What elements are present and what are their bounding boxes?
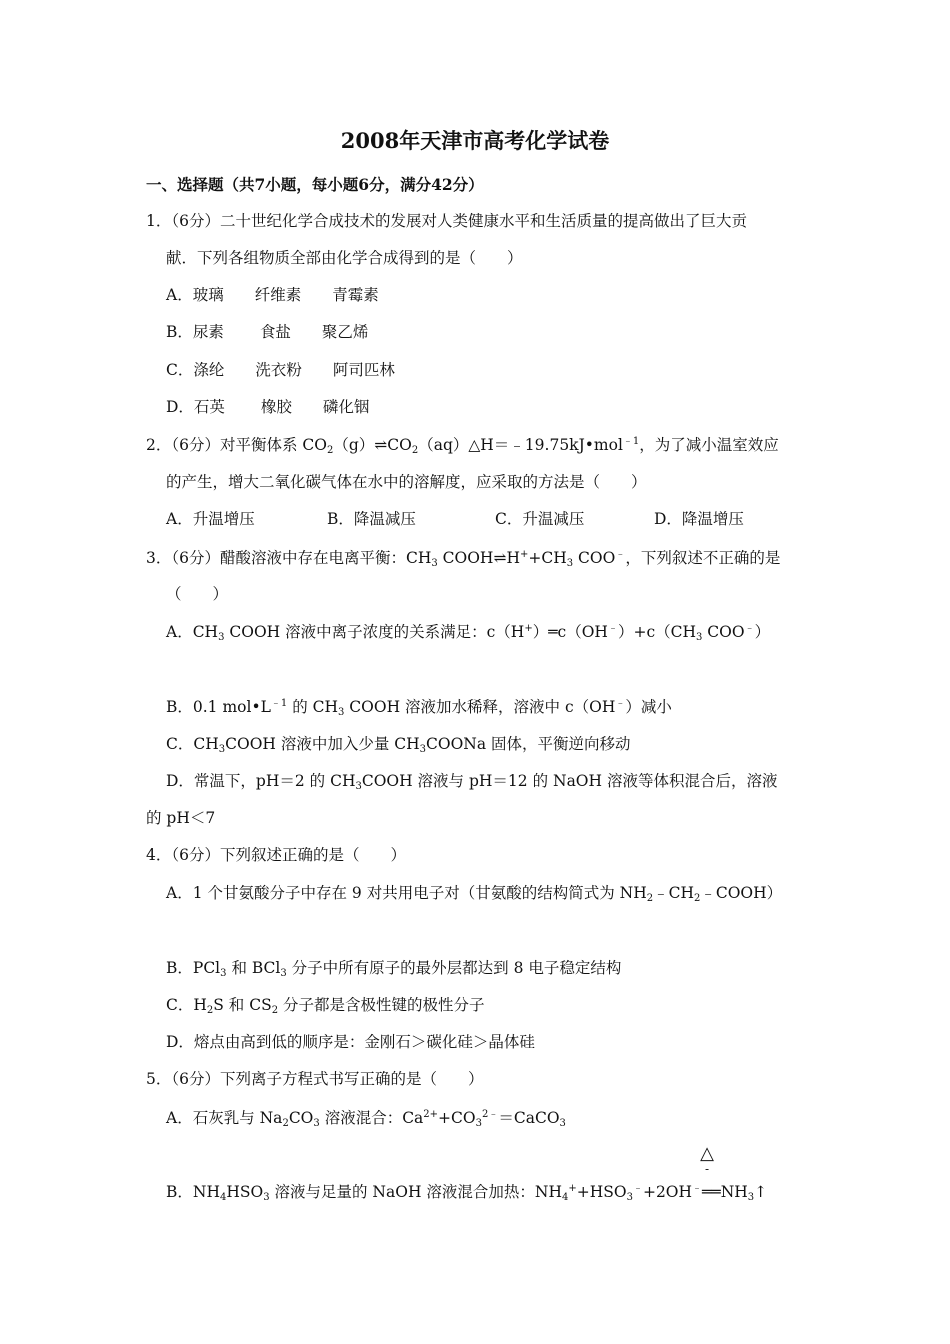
- q5-option-b: B．$NH_4HSO_3$ 溶液与足量的 NaOH 溶液混合加热：$NH_4^++HSO_3^﹣+2OH^﹣══NH_3↑$: [166, 1183, 768, 1203]
- q3-option-d: D．常温下，pH＝2 的 $CH_3COOH$ 溶液与 pH＝12 的 NaOH 溶液等体积混合后，溶液: [166, 772, 778, 792]
- q5-option-a: A．石灰乳与 $Na_2CO_3$ 溶液混合：$Ca^{2+}+CO_3^{2﹣}=CaCO_3$: [166, 1109, 566, 1129]
- q3-stem-line1: 3．（6分）醋酸溶液中存在电离平衡：$CH_3$ $COOH\rightleftharpoons H^++CH_3$ COO﹣，下列叙述不正确的是: [146, 549, 781, 569]
- q1-stem-line1: 1．（6分）二十世纪化学合成技术的发展对人类健康水平和生活质量的提高做出了巨大贡: [146, 212, 747, 230]
- q3-option-b: B．0.1 $mol•L^{﹣1}$ 的 $CH_3$ COOH 溶液加水稀释，溶液中 c（OH﹣）减小: [166, 698, 672, 718]
- q1-option-b: B．尿素 食盐 聚乙烯: [166, 323, 369, 341]
- q2-option-d: D．降温增压: [654, 510, 744, 528]
- heating-dash: -: [704, 1162, 710, 1176]
- q1-stem-line2: 献．下列各组物质全部由化学合成得到的是（ ）: [166, 249, 523, 267]
- q1-option-a: A．玻璃 纤维素 青霉素: [166, 286, 379, 304]
- q3-option-d-line2: 的 pH＜7: [146, 809, 216, 827]
- q2-option-b: B．降温减压: [327, 510, 416, 528]
- section-heading: 一、选择题（共7小题，每小题6分，满分42分）: [146, 175, 484, 194]
- page-title: 2008年天津市高考化学试卷: [340, 128, 610, 153]
- q4-option-c: C．$H_2S$ 和 $CS_2$ 分子都是含极性键的极性分子: [166, 996, 485, 1016]
- q5-stem: 5．（6分）下列离子方程式书写正确的是（ ）: [146, 1070, 484, 1088]
- q3-stem-line2: （ ）: [166, 585, 229, 603]
- q2-option-a: A．升温增压: [166, 510, 255, 528]
- q3-option-c: C．$CH_3COOH$ 溶液中加入少量 $CH_3COONa$ 固体，平衡逆向移动: [166, 735, 631, 755]
- q1-option-d: D．石英 橡胶 磷化铟: [166, 398, 370, 416]
- q4-option-b: B．PCl$_3$ 和 BCl$_3$ 分子中所有原子的最外层都达到 8 电子稳定结构: [166, 959, 622, 979]
- q2-option-c: C．升温减压: [495, 510, 585, 528]
- q4-stem: 4．（6分）下列叙述正确的是（ ）: [146, 846, 406, 864]
- q4-option-d: D．熔点由高到低的顺序是：金刚石＞碳化硅＞晶体硅: [166, 1033, 535, 1051]
- q2-stem-line1: 2．（6分）对平衡体系 $CO_2(g)\rightleftharpoons CO_2(aq)\triangle H=﹣19.75kJ•mol^{﹣1}$，为了减小温室效应: [146, 436, 779, 456]
- heating-symbol: △: [700, 1143, 714, 1164]
- q2-stem-line2: 的产生，增大二氧化碳气体在水中的溶解度，应采取的方法是（ ）: [166, 473, 647, 491]
- q3-option-a: A．$CH_3$ COOH 溶液中离子浓度的关系满足：$c(H^+)═c(OH^﹣)+c(CH_3$ COO﹣）: [166, 623, 771, 643]
- q1-option-c: C．涤纶 洗衣粉 阿司匹林: [166, 361, 395, 379]
- q4-option-a: A．1 个甘氨酸分子中存在 9 对共用电子对（甘氨酸的结构简式为 $NH_2﹣CH_2﹣COOH$）: [166, 884, 783, 904]
